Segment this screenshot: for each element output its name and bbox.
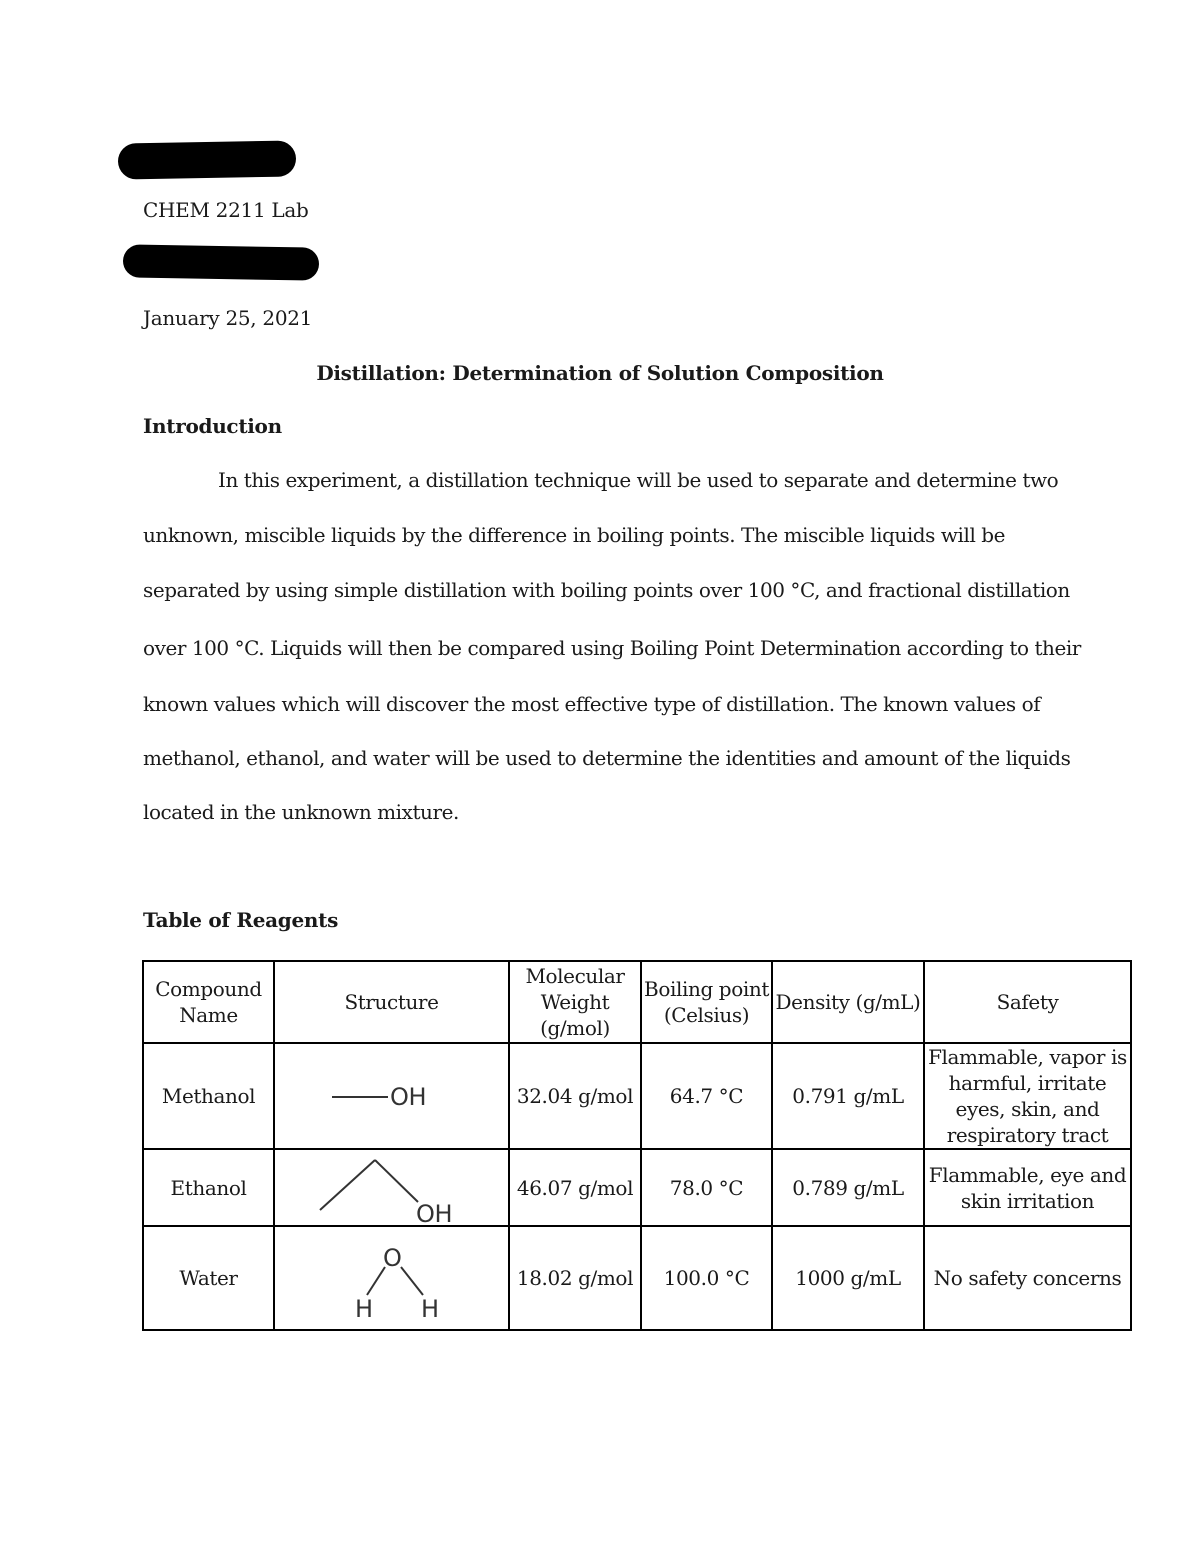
boiling-point: 78.0 °C xyxy=(641,1149,772,1226)
molecular-weight: 32.04 g/mol xyxy=(509,1043,641,1149)
structure-cell xyxy=(274,1226,509,1330)
compound-name: Water xyxy=(143,1226,274,1330)
column-header-structure: Structure xyxy=(274,961,509,1043)
intro-line-4: over 100 °C. Liquids will then be compared using Boiling Point Determination according to their xyxy=(143,636,1081,660)
density: 1000 g/mL xyxy=(772,1226,924,1330)
compound-name: Methanol xyxy=(143,1043,274,1149)
boiling-point: 100.0 °C xyxy=(641,1226,772,1330)
density: 0.791 g/mL xyxy=(772,1043,924,1149)
structure-cell xyxy=(274,1043,509,1149)
safety: Flammable, eye and skin irritation xyxy=(924,1149,1131,1226)
table-header-row xyxy=(143,961,1131,1043)
molecular-weight: 18.02 g/mol xyxy=(509,1226,641,1330)
water-structure-icon xyxy=(317,1233,467,1323)
reagents-heading: Table of Reagents xyxy=(143,908,339,932)
column-header-boiling-point: Boiling point (Celsius) xyxy=(641,961,772,1043)
safety: No safety concerns xyxy=(924,1226,1131,1330)
structure-cell xyxy=(274,1149,509,1226)
intro-line-2: unknown, miscible liquids by the difference in boiling points. The miscible liquids will be xyxy=(143,523,1006,547)
page-title: Distillation: Determination of Solution Composition xyxy=(316,361,884,385)
molecular-weight: 46.07 g/mol xyxy=(509,1149,641,1226)
density: 0.789 g/mL xyxy=(772,1149,924,1226)
methanol-structure-icon xyxy=(322,1076,462,1116)
column-header-safety: Safety xyxy=(924,961,1131,1043)
atom-label: OH xyxy=(389,1083,426,1111)
table-row xyxy=(143,1043,1131,1149)
intro-line-1: In this experiment, a distillation technique will be used to separate and determine two xyxy=(218,468,1059,492)
table-row xyxy=(143,1149,1131,1226)
reagents-table xyxy=(142,960,1132,1331)
date-label: January 25, 2021 xyxy=(143,306,313,330)
atom-label: O xyxy=(382,1244,401,1272)
boiling-point: 64.7 °C xyxy=(641,1043,772,1149)
column-header-density: Density (g/mL) xyxy=(772,961,924,1043)
column-header-molecular-weight: Molecular Weight (g/mol) xyxy=(509,961,641,1043)
intro-line-3: separated by using simple distillation with boiling points over 100 °C, and fractional distillation xyxy=(143,578,1070,602)
compound-name: Ethanol xyxy=(143,1149,274,1226)
intro-line-7: located in the unknown mixture. xyxy=(143,800,459,824)
atom-label: H xyxy=(420,1295,439,1323)
safety: Flammable, vapor is harmful, irritate eyes, skin, and respiratory tract xyxy=(924,1043,1131,1149)
introduction-heading: Introduction xyxy=(143,414,282,438)
intro-line-5: known values which will discover the most effective type of distillation. The known values of xyxy=(143,692,1041,716)
column-header-compound: Compound Name xyxy=(143,961,274,1043)
intro-line-6: methanol, ethanol, and water will be used to determine the identities and amount of the liquids xyxy=(143,746,1071,770)
atom-label: OH xyxy=(415,1199,452,1224)
table-row xyxy=(143,1226,1131,1330)
ethanol-structure-icon xyxy=(312,1152,472,1224)
redacted-instructor xyxy=(123,244,320,280)
redacted-name xyxy=(118,140,297,179)
atom-label: H xyxy=(354,1295,373,1323)
course-label: CHEM 2211 Lab xyxy=(143,198,309,222)
